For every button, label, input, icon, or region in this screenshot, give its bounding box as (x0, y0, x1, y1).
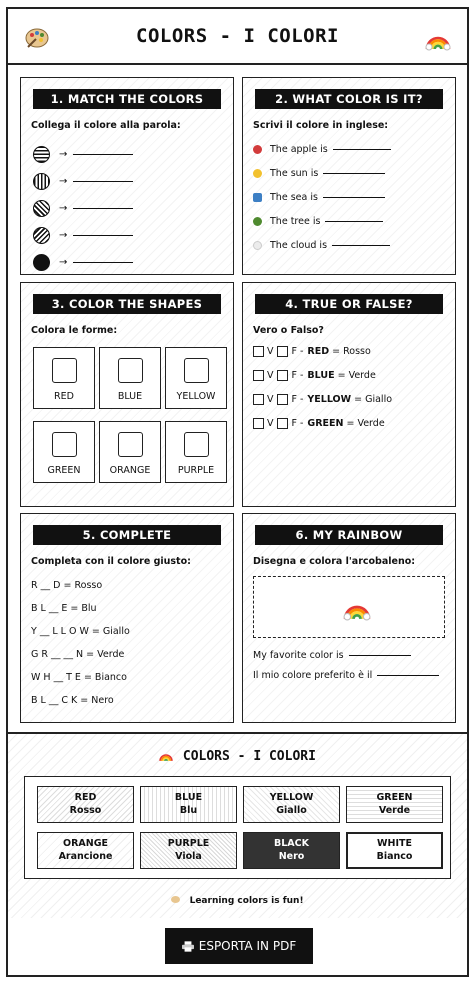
apple-icon (253, 145, 262, 154)
panel-color-shapes (20, 282, 234, 507)
complete-word-row: B L __ C K = Nero (31, 695, 114, 706)
horizontal-stripes-swatch (33, 146, 50, 163)
panel-subtitle: Colora le forme: (31, 325, 118, 336)
panel-title: 4. TRUE OR FALSE? (255, 294, 443, 314)
worksheet (6, 7, 469, 977)
false-checkbox[interactable] (277, 370, 288, 381)
answer-line[interactable] (73, 262, 133, 263)
false-checkbox[interactable] (277, 346, 288, 357)
export-pdf-button[interactable] (165, 928, 313, 964)
square-shape[interactable] (118, 358, 143, 383)
shape-card-green[interactable]: GREEN (33, 421, 95, 483)
question-row: The tree is (253, 216, 383, 227)
panel-subtitle: Collega il colore alla parola: (31, 120, 181, 131)
shape-card-orange[interactable]: ORANGE (99, 421, 161, 483)
true-checkbox[interactable] (253, 346, 264, 357)
panel-what-color (242, 77, 456, 275)
true-false-row: V F - GREEN = Verde (253, 418, 385, 429)
reverse-diagonal-stripes-swatch (33, 227, 50, 244)
worksheet-header (8, 9, 467, 65)
diagonal-stripes-swatch (33, 200, 50, 217)
panel-title: 5. COMPLETE (33, 525, 221, 545)
legend-orange: ORANGE Arancione (37, 832, 134, 869)
tree-icon (253, 217, 262, 226)
true-checkbox[interactable] (253, 370, 264, 381)
shape-card-purple[interactable]: PURPLE (165, 421, 227, 483)
complete-word-row: B L __ E = Blu (31, 603, 97, 614)
printer-icon (182, 941, 194, 952)
panel-subtitle: Disegna e colora l'arcobaleno: (253, 556, 416, 567)
complete-word-row: G R __ __ N = Verde (31, 649, 125, 660)
palette-icon (171, 896, 180, 903)
complete-word-row: W H __ T E = Bianco (31, 672, 127, 683)
answer-line[interactable] (73, 154, 133, 155)
legend-blue: BLUE Blu (140, 786, 237, 823)
match-row: → (33, 200, 133, 217)
panel-match-colors (20, 77, 234, 275)
panel-title: 1. MATCH THE COLORS (33, 89, 221, 109)
question-row: The sea is (253, 192, 385, 203)
answer-line[interactable] (73, 208, 133, 209)
square-shape[interactable] (184, 432, 209, 457)
legend-red: RED Rosso (37, 786, 134, 823)
worksheet-title: COLORS - I COLORI (136, 25, 339, 47)
answer-line[interactable] (377, 675, 439, 676)
square-shape[interactable] (52, 358, 77, 383)
panel-subtitle: Scrivi il colore in inglese: (253, 120, 389, 131)
complete-word-row: Y __ L L O W = Giallo (31, 626, 130, 637)
panel-title: 2. WHAT COLOR IS IT? (255, 89, 443, 109)
square-shape[interactable] (184, 358, 209, 383)
answer-line[interactable] (332, 245, 390, 246)
rainbow-icon (159, 748, 173, 762)
palette-icon (24, 25, 50, 51)
rainbow-icon (343, 593, 371, 621)
favorite-color-row: My favorite color is (253, 650, 411, 661)
match-row: → (33, 173, 133, 190)
color-legend (24, 776, 451, 879)
export-pdf-label: ESPORTA IN PDF (198, 939, 297, 953)
panel-complete (20, 513, 234, 723)
shape-card-yellow[interactable]: YELLOW (165, 347, 227, 409)
panel-my-rainbow (242, 513, 456, 723)
vertical-stripes-swatch (33, 173, 50, 190)
panel-true-false (242, 282, 456, 507)
favorite-color-row-it: Il mio colore preferito è il (253, 670, 439, 681)
wave-icon (253, 193, 262, 202)
legend-white: WHITE Bianco (346, 832, 443, 869)
panel-subtitle: Completa con il colore giusto: (31, 556, 191, 567)
drawing-area[interactable] (253, 576, 445, 638)
answer-line[interactable] (323, 173, 385, 174)
summary-title: COLORS - I COLORI (8, 748, 467, 764)
shape-card-red[interactable]: RED (33, 347, 95, 409)
true-checkbox[interactable] (253, 418, 264, 429)
legend-black: BLACK Nero (243, 832, 340, 869)
question-row: The apple is (253, 144, 391, 155)
cloud-icon (253, 241, 262, 250)
solid-black-swatch (33, 254, 50, 271)
legend-purple: PURPLE Viola (140, 832, 237, 869)
answer-line[interactable] (325, 221, 383, 222)
true-false-row: V F - YELLOW = Giallo (253, 394, 392, 405)
legend-yellow: YELLOW Giallo (243, 786, 340, 823)
square-shape[interactable] (118, 432, 143, 457)
square-shape[interactable] (52, 432, 77, 457)
question-row: The cloud is (253, 240, 390, 251)
rainbow-icon (425, 25, 451, 51)
true-checkbox[interactable] (253, 394, 264, 405)
panel-subtitle: Vero o Falso? (253, 325, 324, 336)
shape-card-blue[interactable]: BLUE (99, 347, 161, 409)
sun-icon (253, 169, 262, 178)
answer-line[interactable] (323, 197, 385, 198)
false-checkbox[interactable] (277, 394, 288, 405)
answer-line[interactable] (333, 149, 391, 150)
true-false-row: V F - BLUE = Verde (253, 370, 376, 381)
answer-line[interactable] (73, 181, 133, 182)
answer-line[interactable] (73, 235, 133, 236)
panel-title: 3. COLOR THE SHAPES (33, 294, 221, 314)
summary-section (8, 732, 467, 918)
false-checkbox[interactable] (277, 418, 288, 429)
match-row: → (33, 146, 133, 163)
panel-title: 6. MY RAINBOW (255, 525, 443, 545)
answer-line[interactable] (349, 655, 411, 656)
match-row: → (33, 227, 133, 244)
true-false-row: V F - RED = Rosso (253, 346, 371, 357)
summary-footer: Learning colors is fun! (8, 896, 467, 906)
question-row: The sun is (253, 168, 385, 179)
match-row: → (33, 254, 133, 271)
legend-green: GREEN Verde (346, 786, 443, 823)
complete-word-row: R __ D = Rosso (31, 580, 103, 591)
